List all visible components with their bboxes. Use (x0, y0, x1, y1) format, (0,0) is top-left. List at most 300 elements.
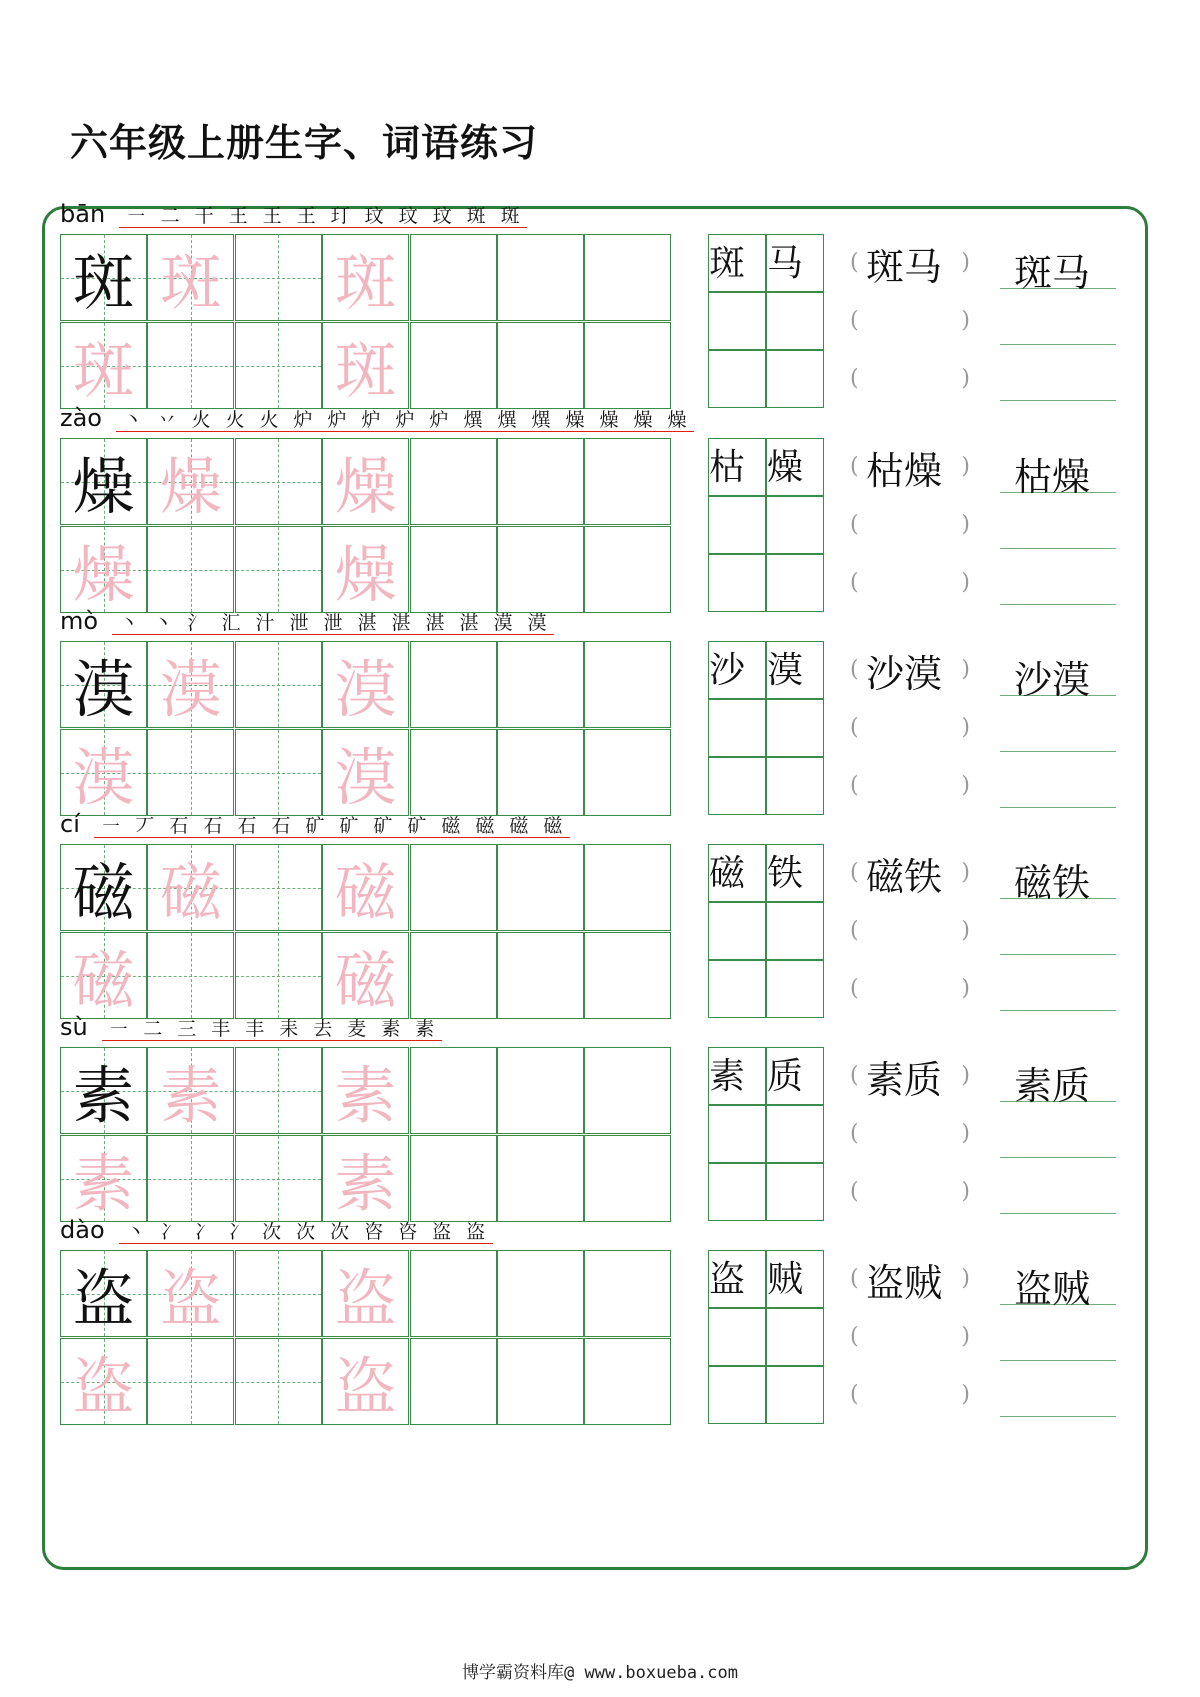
word-character: 斑 (709, 243, 746, 284)
practice-cell[interactable] (497, 641, 584, 728)
practice-cell[interactable] (147, 234, 234, 321)
bracket-blank[interactable] (850, 765, 970, 805)
trace-character: 漠 (159, 653, 222, 726)
trace-character: 磁 (159, 856, 222, 929)
stroke-step: ㇐ (102, 1018, 136, 1041)
trace-character: 燥 (159, 450, 222, 523)
word-cell[interactable] (708, 234, 766, 292)
trace-character: 盗 (159, 1262, 222, 1335)
left-bracket: ( (850, 569, 859, 595)
word-practice-grid (708, 641, 824, 817)
practice-cell[interactable] (410, 234, 497, 321)
stroke-step: 炉 (388, 409, 422, 432)
bracket-column (850, 438, 970, 614)
practice-grid (60, 844, 672, 1020)
model-character: 燥 (72, 450, 135, 523)
stroke-step: ㇐ (94, 815, 128, 838)
pinyin-label: sù (60, 1013, 88, 1041)
stroke-step: 次 (323, 1221, 357, 1244)
practice-cell[interactable] (410, 1250, 497, 1337)
underline-word: 枯燥 (1014, 455, 1091, 499)
practice-cell[interactable] (235, 234, 322, 321)
trace-character: 斑 (72, 334, 135, 407)
bracket-blank[interactable] (850, 504, 970, 544)
word-cell[interactable] (766, 292, 824, 350)
practice-grid (60, 641, 672, 817)
left-bracket: ( (850, 453, 859, 479)
bracket-blank[interactable] (850, 968, 970, 1008)
trace-character: 素 (334, 1147, 397, 1220)
bracket-column (850, 1250, 970, 1426)
stroke-step: 湛 (350, 612, 384, 635)
guide-line-vertical (191, 1339, 192, 1424)
word-practice-grid (708, 234, 824, 410)
practice-cell[interactable] (497, 844, 584, 931)
trace-character: 斑 (334, 246, 397, 319)
stroke-step: 燥 (558, 409, 592, 432)
right-bracket: ) (961, 511, 970, 537)
stroke-step: 石 (264, 815, 298, 838)
word-cell[interactable] (708, 641, 766, 699)
practice-grid (60, 1047, 672, 1223)
stroke-step: 湛 (384, 612, 418, 635)
stroke-step: 去 (306, 1018, 340, 1041)
stroke-order-row (60, 1214, 493, 1244)
stroke-step: 王 (289, 205, 323, 228)
right-bracket: ) (961, 307, 970, 333)
writing-line[interactable] (1000, 1157, 1116, 1158)
trace-character: 磁 (334, 944, 397, 1017)
trace-character: 燥 (334, 538, 397, 611)
word-character: 燥 (767, 447, 804, 488)
guide-line-vertical (278, 845, 279, 930)
stroke-step: 丶 (119, 1221, 153, 1244)
practice-cell[interactable] (322, 1338, 409, 1425)
stroke-step: 冫 (187, 1221, 221, 1244)
right-bracket: ) (961, 917, 970, 943)
stroke-step: 炉 (422, 409, 456, 432)
stroke-step: 石 (162, 815, 196, 838)
stroke-step: 熼 (490, 409, 524, 432)
guide-line-vertical (278, 1048, 279, 1133)
right-bracket: ) (961, 714, 970, 740)
underline-word: 沙漠 (1014, 658, 1091, 702)
word-practice-grid (708, 1250, 824, 1426)
stroke-step: 泄 (316, 612, 350, 635)
writing-line[interactable] (1000, 751, 1116, 752)
stroke-order-row (60, 198, 527, 228)
guide-line-vertical (278, 1339, 279, 1424)
word-practice-grid (708, 1047, 824, 1223)
practice-cell[interactable] (584, 1338, 671, 1425)
left-bracket: ( (850, 1265, 859, 1291)
stroke-step: 漠 (520, 612, 554, 635)
underline-column (1000, 1250, 1116, 1426)
trace-character: 磁 (334, 856, 397, 929)
practice-cell[interactable] (322, 641, 409, 728)
right-bracket: ) (961, 365, 970, 391)
pinyin-label: cí (60, 810, 80, 838)
practice-cell[interactable] (584, 234, 671, 321)
trace-character: 素 (334, 1059, 397, 1132)
left-bracket: ( (850, 1120, 859, 1146)
word-cell[interactable] (766, 699, 824, 757)
bracket-word: 枯燥 (866, 449, 943, 493)
practice-cell[interactable] (235, 1250, 322, 1337)
right-bracket: ) (961, 772, 970, 798)
trace-character: 盗 (334, 1350, 397, 1423)
word-practice-grid (708, 438, 824, 614)
trace-character: 漠 (72, 741, 135, 814)
practice-cell[interactable] (60, 641, 147, 728)
stroke-step: 磁 (502, 815, 536, 838)
stroke-step: 丶 (146, 612, 180, 635)
underline-column (1000, 1047, 1116, 1223)
guide-line-vertical (278, 439, 279, 524)
stroke-step: 次 (255, 1221, 289, 1244)
right-bracket: ) (961, 859, 970, 885)
practice-cell[interactable] (60, 438, 147, 525)
stroke-step: 冫 (221, 1221, 255, 1244)
word-character: 磁 (709, 853, 746, 894)
bracket-blank[interactable] (850, 1374, 970, 1414)
bracket-blank[interactable] (850, 707, 970, 747)
word-cell[interactable] (708, 1105, 766, 1163)
word-cell[interactable] (708, 292, 766, 350)
stroke-step: 磁 (536, 815, 570, 838)
model-character: 漠 (72, 653, 135, 726)
underline-word: 素质 (1014, 1064, 1091, 1108)
stroke-step: 丶 (116, 409, 150, 432)
right-bracket: ) (961, 1265, 970, 1291)
practice-cell[interactable] (60, 1338, 147, 1425)
stroke-step: 炉 (286, 409, 320, 432)
underline-word: 磁铁 (1014, 861, 1091, 905)
bracket-blank[interactable] (850, 910, 970, 950)
practice-cell[interactable] (584, 844, 671, 931)
word-cell[interactable] (708, 902, 766, 960)
character-entry (0, 800, 1200, 1020)
stroke-step: 湛 (418, 612, 452, 635)
word-character: 马 (767, 243, 804, 284)
stroke-step: 磁 (434, 815, 468, 838)
model-character: 盗 (72, 1262, 135, 1335)
bracket-word: 素质 (866, 1058, 943, 1102)
practice-cell[interactable] (410, 844, 497, 931)
model-character: 磁 (72, 856, 135, 929)
stroke-step: 王 (221, 205, 255, 228)
stroke-step: 玟 (391, 205, 425, 228)
stroke-step: 火 (184, 409, 218, 432)
stroke-step: 三 (170, 1018, 204, 1041)
word-character: 质 (767, 1056, 804, 1097)
left-bracket: ( (850, 772, 859, 798)
footer-watermark: 博学霸资料库@ www.boxueba.com (462, 1663, 738, 1683)
stroke-step: 矿 (298, 815, 332, 838)
bracket-column (850, 234, 970, 410)
model-character: 素 (72, 1059, 135, 1132)
practice-cell[interactable] (147, 438, 234, 525)
underline-word: 斑马 (1014, 251, 1091, 295)
stroke-step: 炉 (320, 409, 354, 432)
word-cell[interactable] (766, 641, 824, 699)
stroke-step: 泄 (282, 612, 316, 635)
practice-cell[interactable] (584, 1250, 671, 1337)
practice-cell[interactable] (497, 1338, 584, 1425)
underline-column (1000, 234, 1116, 410)
stroke-step: 素 (374, 1018, 408, 1041)
practice-cell[interactable] (497, 1047, 584, 1134)
practice-cell[interactable] (497, 234, 584, 321)
stroke-step: 燥 (626, 409, 660, 432)
stroke-step: 燥 (592, 409, 626, 432)
bracket-blank[interactable] (850, 1113, 970, 1153)
word-cell[interactable] (708, 1308, 766, 1366)
bracket-blank[interactable] (850, 1316, 970, 1356)
stroke-step: 麦 (340, 1018, 374, 1041)
trace-character: 斑 (334, 334, 397, 407)
stroke-step: 丆 (128, 815, 162, 838)
stroke-step: 斑 (493, 205, 527, 228)
character-entry (0, 1003, 1200, 1223)
word-cell[interactable] (708, 1366, 766, 1424)
stroke-order-row (60, 1011, 442, 1041)
stroke-step: 漠 (486, 612, 520, 635)
stroke-step: 王 (255, 205, 289, 228)
trace-character: 素 (72, 1147, 135, 1220)
left-bracket: ( (850, 249, 859, 275)
left-bracket: ( (850, 511, 859, 537)
bracket-word: 沙漠 (866, 652, 943, 696)
practice-cell[interactable] (410, 1338, 497, 1425)
practice-cell[interactable] (235, 844, 322, 931)
word-cell[interactable] (766, 1366, 824, 1424)
practice-cell[interactable] (410, 641, 497, 728)
practice-cell[interactable] (322, 234, 409, 321)
stroke-step: 丷 (150, 409, 184, 432)
stroke-step: 丰 (238, 1018, 272, 1041)
stroke-step: 二 (153, 205, 187, 228)
stroke-step: ㇐ (119, 205, 153, 228)
right-bracket: ) (961, 1062, 970, 1088)
underline-column (1000, 844, 1116, 1020)
bracket-blank[interactable] (850, 562, 970, 602)
pinyin-label: mò (60, 607, 99, 635)
page-title: 六年级上册生字、词语练习 (70, 121, 539, 165)
practice-cell[interactable] (60, 1047, 147, 1134)
stroke-step: 磁 (468, 815, 502, 838)
right-bracket: ) (961, 569, 970, 595)
practice-cell[interactable] (410, 438, 497, 525)
bracket-word: 盗贼 (866, 1261, 943, 1305)
stroke-step: 素 (408, 1018, 442, 1041)
left-bracket: ( (850, 859, 859, 885)
word-cell[interactable] (766, 1308, 824, 1366)
pinyin-label: bān (60, 200, 106, 228)
word-cell[interactable] (708, 496, 766, 554)
left-bracket: ( (850, 1062, 859, 1088)
word-character: 盗 (709, 1259, 746, 1300)
stroke-order-row (60, 402, 694, 432)
stroke-step: 熼 (456, 409, 490, 432)
practice-cell[interactable] (584, 1047, 671, 1134)
stroke-step: 耒 (272, 1018, 306, 1041)
word-cell[interactable] (766, 1047, 824, 1105)
stroke-step: 玟 (425, 205, 459, 228)
stroke-step: 咨 (391, 1221, 425, 1244)
bracket-blank[interactable] (850, 358, 970, 398)
bracket-blank[interactable] (850, 1171, 970, 1211)
right-bracket: ) (961, 656, 970, 682)
word-cell[interactable] (766, 902, 824, 960)
left-bracket: ( (850, 975, 859, 1001)
word-character: 素 (709, 1056, 746, 1097)
stroke-step: 汁 (248, 612, 282, 635)
bracket-column (850, 844, 970, 1020)
stroke-step: 二 (136, 1018, 170, 1041)
word-character: 铁 (767, 853, 804, 894)
practice-cell[interactable] (235, 641, 322, 728)
word-character: 贼 (767, 1259, 804, 1300)
right-bracket: ) (961, 975, 970, 1001)
stroke-step: 汇 (214, 612, 248, 635)
practice-cell[interactable] (235, 1047, 322, 1134)
writing-line[interactable] (1000, 1360, 1116, 1361)
right-bracket: ) (961, 453, 970, 479)
right-bracket: ) (961, 1323, 970, 1349)
word-cell[interactable] (708, 438, 766, 496)
word-cell[interactable] (766, 1250, 824, 1308)
practice-cell[interactable] (497, 438, 584, 525)
underline-column (1000, 438, 1116, 614)
character-entry (0, 190, 1200, 410)
practice-cell[interactable] (322, 438, 409, 525)
practice-grid (60, 234, 672, 410)
character-entry (0, 1206, 1200, 1426)
practice-cell[interactable] (60, 1250, 147, 1337)
word-character: 枯 (709, 447, 746, 488)
trace-character: 燥 (334, 450, 397, 523)
trace-character: 磁 (72, 944, 135, 1017)
guide-line-vertical (278, 642, 279, 727)
practice-cell[interactable] (147, 641, 234, 728)
practice-cell[interactable] (584, 641, 671, 728)
stroke-step: 石 (230, 815, 264, 838)
right-bracket: ) (961, 249, 970, 275)
trace-character: 漠 (334, 653, 397, 726)
word-cell[interactable] (708, 844, 766, 902)
stroke-step: 盗 (459, 1221, 493, 1244)
guide-line-vertical (278, 1251, 279, 1336)
stroke-step: 炉 (354, 409, 388, 432)
stroke-step: 玎 (323, 205, 357, 228)
bracket-blank[interactable] (850, 300, 970, 340)
writing-line[interactable] (1000, 954, 1116, 955)
left-bracket: ( (850, 656, 859, 682)
word-cell[interactable] (766, 438, 824, 496)
word-cell[interactable] (766, 234, 824, 292)
pinyin-label: zào (60, 404, 102, 432)
word-cell[interactable] (708, 1250, 766, 1308)
trace-character: 盗 (72, 1350, 135, 1423)
stroke-step: 丰 (204, 1018, 238, 1041)
stroke-step: 矿 (400, 815, 434, 838)
trace-character: 漠 (334, 741, 397, 814)
bracket-column (850, 1047, 970, 1223)
practice-cell[interactable] (584, 438, 671, 525)
practice-cell[interactable] (235, 438, 322, 525)
stroke-step: 斑 (459, 205, 493, 228)
stroke-order-row (60, 808, 570, 838)
stroke-step: 矿 (366, 815, 400, 838)
right-bracket: ) (961, 1120, 970, 1146)
word-cell[interactable] (766, 1105, 824, 1163)
word-character: 沙 (709, 650, 746, 691)
practice-cell[interactable] (497, 1250, 584, 1337)
practice-cell[interactable] (147, 1338, 234, 1425)
stroke-step: 石 (196, 815, 230, 838)
left-bracket: ( (850, 1323, 859, 1349)
character-entry (0, 597, 1200, 817)
word-cell[interactable] (766, 844, 824, 902)
practice-cell[interactable] (60, 844, 147, 931)
stroke-step: 燥 (660, 409, 694, 432)
stroke-step: 冫 (153, 1221, 187, 1244)
left-bracket: ( (850, 917, 859, 943)
stroke-step: 氵 (180, 612, 214, 635)
writing-line[interactable] (1000, 344, 1116, 345)
stroke-step: 丶 (112, 612, 146, 635)
trace-character: 燥 (72, 538, 135, 611)
guide-line-vertical (278, 235, 279, 320)
underline-word: 盗贼 (1014, 1267, 1091, 1311)
practice-cell[interactable] (322, 1047, 409, 1134)
stroke-step: 盗 (425, 1221, 459, 1244)
left-bracket: ( (850, 1178, 859, 1204)
left-bracket: ( (850, 714, 859, 740)
stroke-step: 火 (218, 409, 252, 432)
word-cell[interactable] (766, 496, 824, 554)
practice-cell[interactable] (410, 1047, 497, 1134)
stroke-step: 玟 (357, 205, 391, 228)
character-entry (0, 394, 1200, 614)
practice-cell[interactable] (322, 1250, 409, 1337)
practice-cell[interactable] (235, 1338, 322, 1425)
underline-column (1000, 641, 1116, 817)
bracket-word: 斑马 (866, 245, 943, 289)
word-character: 漠 (767, 650, 804, 691)
practice-cell[interactable] (147, 1047, 234, 1134)
stroke-order-row (60, 605, 554, 635)
model-character: 斑 (72, 246, 135, 319)
writing-line[interactable] (1000, 548, 1116, 549)
trace-character: 素 (159, 1059, 222, 1132)
practice-cell[interactable] (147, 844, 234, 931)
stroke-step: 次 (289, 1221, 323, 1244)
left-bracket: ( (850, 365, 859, 391)
word-cell[interactable] (708, 1047, 766, 1105)
practice-cell[interactable] (60, 234, 147, 321)
practice-cell[interactable] (147, 1250, 234, 1337)
practice-cell[interactable] (322, 844, 409, 931)
practice-grid (60, 1250, 672, 1426)
right-bracket: ) (961, 1178, 970, 1204)
writing-line[interactable] (1000, 1416, 1116, 1417)
stroke-step: 矿 (332, 815, 366, 838)
word-cell[interactable] (708, 699, 766, 757)
word-practice-grid (708, 844, 824, 1020)
stroke-step: 咨 (357, 1221, 391, 1244)
